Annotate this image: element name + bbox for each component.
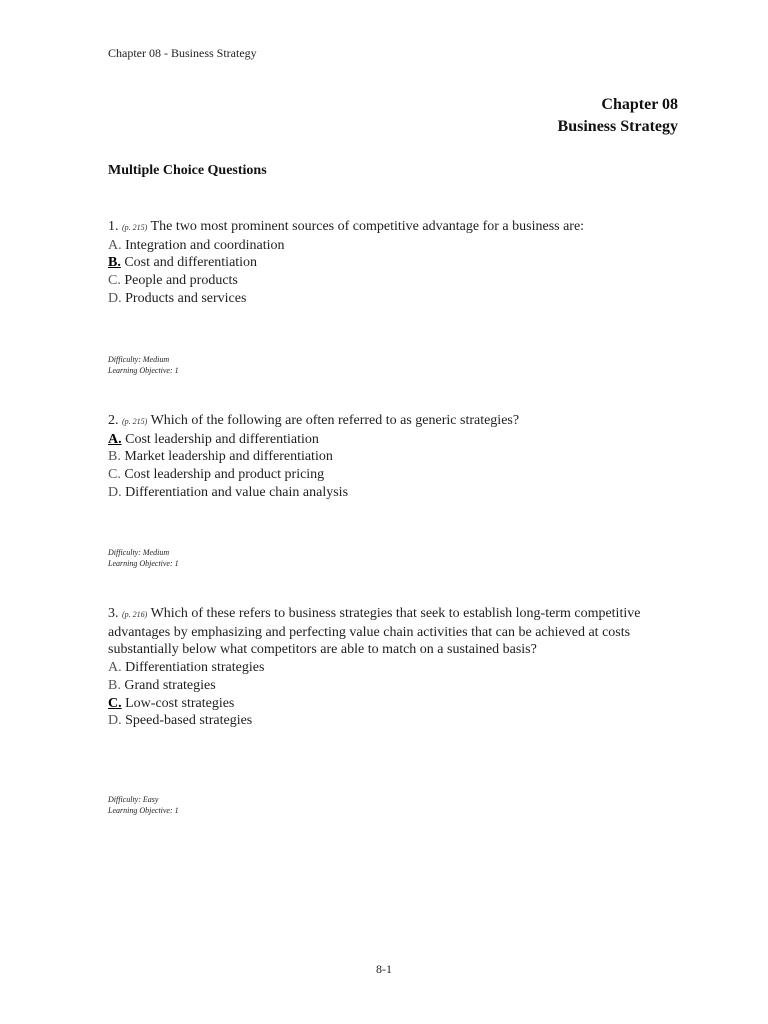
difficulty-label: Difficulty: Easy: [108, 795, 159, 804]
option-text: Cost and differentiation: [124, 255, 258, 271]
option-c: [108, 695, 648, 713]
difficulty-label: Difficulty: Medium: [108, 355, 170, 364]
option-d: [108, 290, 648, 308]
question-stem: [108, 605, 648, 659]
learning-objective-label: Learning Objective: 1: [108, 366, 179, 375]
page-number: 8-1: [376, 962, 392, 976]
question-stem: [108, 412, 648, 431]
option-text: People and products: [124, 273, 238, 289]
learning-objective-label: Learning Objective: 1: [108, 806, 179, 815]
option-c: [108, 466, 648, 484]
option-a: [108, 431, 648, 449]
option-letter: B.: [108, 449, 121, 465]
option-text: Products and services: [125, 290, 247, 306]
option-b: [108, 677, 648, 695]
question-number: 1.: [108, 219, 119, 234]
section-heading: Multiple Choice Questions: [108, 163, 267, 178]
option-text: Cost leadership and differentiation: [125, 431, 319, 447]
question-text: Which of these refers to business strategies that seek to establish long-term competitive advantages by emphasizing and perfecting value chain activities that can be achieved at costs substantially below what competitors are able to match on a sustained basis?: [108, 606, 641, 658]
learning-objective-label: Learning Objective: 1: [108, 559, 179, 568]
question-3: [108, 605, 648, 730]
page-reference: (p. 215): [122, 223, 148, 232]
question-2: [108, 412, 648, 502]
difficulty-label: Difficulty: Medium: [108, 548, 170, 557]
option-text: Differentiation strategies: [125, 660, 265, 676]
page-reference: (p. 216): [122, 610, 148, 619]
option-text: Cost leadership and product pricing: [124, 467, 325, 483]
option-text: Differentiation and value chain analysis: [125, 484, 349, 500]
option-text: Grand strategies: [124, 677, 216, 693]
option-a: [108, 237, 648, 255]
question-1-meta: [108, 354, 179, 376]
correct-option-letter: A.: [108, 431, 122, 447]
question-stem: [108, 218, 648, 237]
option-a: [108, 659, 648, 677]
option-b: [108, 254, 648, 272]
option-letter: C.: [108, 273, 121, 289]
option-letter: D.: [108, 484, 122, 500]
option-text: Speed-based strategies: [125, 713, 253, 729]
option-letter: A.: [108, 237, 122, 253]
option-text: Low-cost strategies: [125, 695, 235, 711]
option-text: Market leadership and differentiation: [124, 449, 333, 465]
option-letter: D.: [108, 290, 122, 306]
option-d: [108, 712, 648, 730]
question-number: 3.: [108, 606, 119, 621]
option-letter: C.: [108, 467, 121, 483]
option-b: [108, 448, 648, 466]
page-reference: (p. 215): [122, 417, 148, 426]
running-header: Chapter 08 - Business Strategy: [108, 46, 257, 60]
question-1: [108, 218, 648, 308]
chapter-name: Business Strategy: [557, 118, 678, 135]
option-text: Integration and coordination: [125, 237, 285, 253]
question-text: Which of the following are often referred to as generic strategies?: [150, 413, 520, 428]
option-letter: B.: [108, 677, 121, 693]
option-letter: D.: [108, 713, 122, 729]
option-letter: A.: [108, 660, 122, 676]
question-number: 2.: [108, 413, 119, 428]
correct-option-letter: C.: [108, 695, 122, 711]
question-text: The two most prominent sources of competitive advantage for a business are:: [150, 219, 585, 234]
chapter-title: [558, 94, 678, 138]
option-c: [108, 272, 648, 290]
option-d: [108, 484, 648, 502]
correct-option-letter: B.: [108, 255, 121, 271]
question-3-meta: [108, 794, 179, 816]
chapter-number: Chapter 08: [601, 96, 678, 113]
question-2-meta: [108, 547, 179, 569]
